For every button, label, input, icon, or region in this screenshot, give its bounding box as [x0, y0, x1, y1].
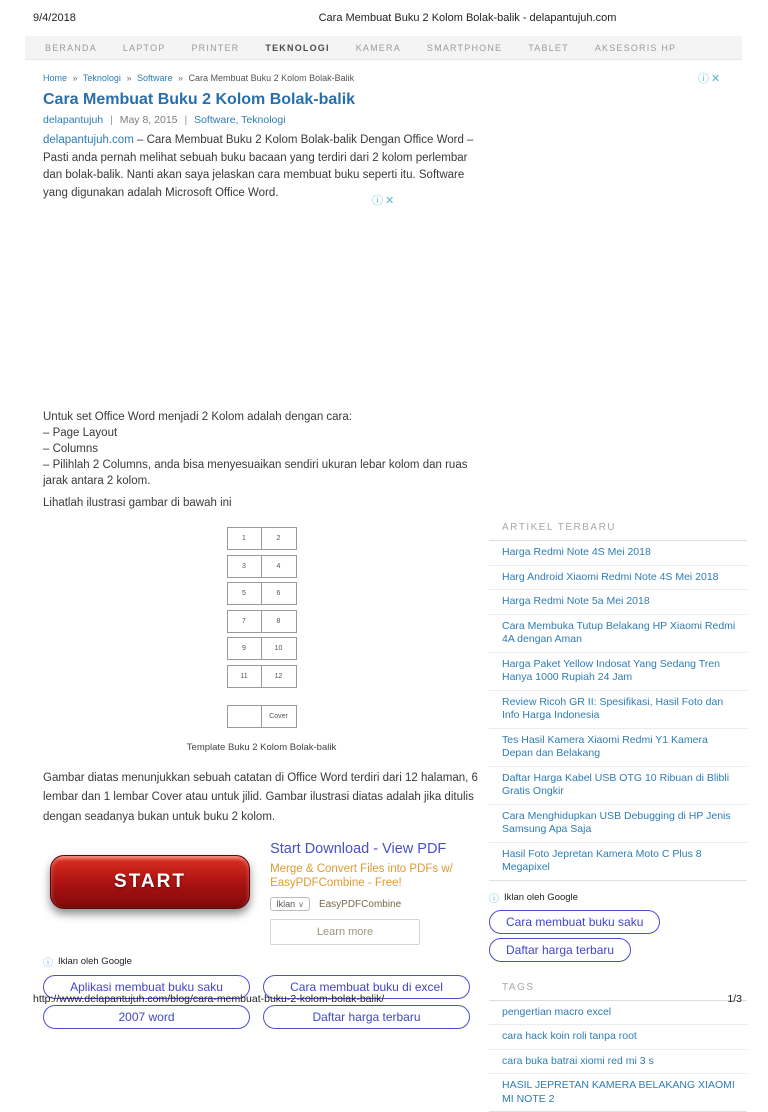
recent-article-link[interactable]: Harga Redmi Note 5a Mei 2018: [489, 590, 747, 614]
site-navbar: [25, 36, 742, 60]
step-item: – Page Layout: [43, 425, 480, 441]
ad-close-icon[interactable]: ✕: [711, 73, 722, 85]
advertiser-name: EasyPDFCombine: [319, 899, 401, 910]
nav-item-laptop[interactable]: LAPTOP: [123, 43, 166, 53]
after-figure-paragraph: Gambar diatas menunjukkan sebuah catatan di Office Word terdiri dari 12 halaman, 6 lembar dan 1 lembar Cover atau untuk jilid. Gambar ilustrasi diatas adalah jika ditulis dengan seadanya bukan untuk buku 2 kolom.: [43, 769, 480, 828]
print-footer: [33, 993, 742, 1005]
print-page-number: 1/3: [682, 993, 742, 1005]
sidebar-pill-daftar-harga[interactable]: Daftar harga terbaru: [489, 938, 631, 962]
ad-attribution-text: Iklan oleh Google: [504, 892, 578, 903]
breadcrumb-home[interactable]: Home: [43, 73, 67, 83]
list-item: [489, 1050, 747, 1075]
sidebar: [489, 518, 747, 1112]
tag-link[interactable]: HASIL JEPRETAN KAMERA BELAKANG XIAOMI MI NOTE 2: [489, 1074, 747, 1111]
iklan-badge-label: Iklan: [276, 899, 295, 909]
chevron-down-icon: ∨: [298, 900, 304, 909]
recent-article-link[interactable]: Cara Menghidupkan USB Debugging di HP Jenis Samsung Apa Saja: [489, 805, 747, 842]
nav-item-aksesoris-hp[interactable]: AKSESORIS HP: [595, 43, 676, 53]
learn-more-button[interactable]: Learn more: [270, 919, 420, 945]
iklan-dropdown-badge[interactable]: [270, 897, 310, 911]
sidebar-ad-attribution: [489, 890, 747, 905]
sheet-row: [227, 610, 297, 633]
sheet-row: [227, 665, 297, 688]
print-header: [33, 12, 742, 24]
adchoices-info-icon[interactable]: ⓘ: [372, 195, 385, 207]
list-item: [489, 1025, 747, 1050]
tags-header: TAGS: [489, 978, 747, 1001]
start-button[interactable]: [50, 855, 250, 909]
recent-article-link[interactable]: Harg Android Xiaomi Redmi Note 4S Mei 2018: [489, 566, 747, 590]
ad-description-line1: Merge & Convert Files into PDFs w/: [270, 863, 453, 875]
page-cell: 8: [262, 610, 297, 633]
related-pill-aplikasi-buku-saku[interactable]: Aplikasi membuat buku saku: [43, 975, 250, 999]
ad-text-block: [270, 841, 480, 945]
tags-list: [489, 1001, 747, 1112]
author-link[interactable]: delapantujuh: [43, 114, 103, 126]
ad-headline-link[interactable]: Start Download - View PDF: [270, 841, 480, 857]
breadcrumb-software[interactable]: Software: [137, 73, 173, 83]
site-link[interactable]: delapantujuh.com: [43, 134, 134, 146]
page-cell: 11: [227, 665, 262, 688]
sheet-row: [227, 555, 297, 578]
page-title: Cara Membuat Buku 2 Kolom Bolak-balik: [43, 91, 480, 109]
tag-link[interactable]: cara buka batrai xiomi red mi 3 s: [489, 1050, 747, 1074]
related-pill-2007-word[interactable]: 2007 word: [43, 1005, 250, 1029]
recent-article-link[interactable]: Hasil Foto Jepretan Kamera Moto C Plus 8 Megapixel: [489, 843, 747, 880]
list-item: [489, 843, 747, 881]
recent-article-link[interactable]: Cara Membuka Tutup Belakang HP Xiaomi Redmi 4A dengan Aman: [489, 615, 747, 652]
ad-close-icon[interactable]: ✕: [385, 195, 396, 207]
related-pill-daftar-harga[interactable]: Daftar harga terbaru: [263, 1005, 470, 1029]
step-item: – Pilihlah 2 Columns, anda bisa menyesuaikan sendiri ukuran lebar kolom dan ruas jarak antara 2 kolom.: [43, 457, 480, 489]
ad-description: [270, 862, 480, 890]
blank-cell: [227, 705, 262, 728]
ad-slot-top: [698, 70, 722, 86]
category-links[interactable]: Software, Teknologi: [194, 114, 285, 126]
ad-start-image[interactable]: [50, 841, 255, 921]
recent-articles-header: ARTIKEL TERBARU: [489, 518, 747, 541]
related-pill-buku-excel[interactable]: Cara membuat buku di excel: [263, 975, 470, 999]
list-item: [489, 590, 747, 615]
recent-article-link[interactable]: Tes Hasil Kamera Xiaomi Redmi Y1 Kamera Depan dan Belakang: [489, 729, 747, 766]
page-cell: 12: [262, 665, 297, 688]
recent-articles-list: [489, 541, 747, 881]
tag-link[interactable]: pengertian macro excel: [489, 1001, 747, 1025]
publish-date: May 8, 2015: [120, 114, 178, 126]
breadcrumb-current: Cara Membuat Buku 2 Kolom Bolak-Balik: [189, 73, 355, 83]
nav-item-teknologi[interactable]: TEKNOLOGI: [265, 43, 329, 53]
list-item: [489, 767, 747, 805]
list-item: [489, 653, 747, 691]
figure-caption: Template Buku 2 Kolom Bolak-balik: [43, 742, 480, 753]
page-cell: 5: [227, 582, 262, 605]
sheet-row: [227, 637, 297, 660]
page-cell: 10: [262, 637, 297, 660]
ad-attribution: [43, 954, 480, 969]
sheet-row: [227, 527, 297, 550]
steps-intro: Untuk set Office Word menjadi 2 Kolom adalah dengan cara:: [43, 409, 480, 425]
see-below-text: Lihatlah ilustrasi gambar di bawah ini: [43, 497, 480, 509]
page-cell: 7: [227, 610, 262, 633]
nav-item-printer[interactable]: PRINTER: [191, 43, 239, 53]
list-item: [489, 729, 747, 767]
breadcrumb-teknologi[interactable]: Teknologi: [83, 73, 121, 83]
nav-item-kamera[interactable]: KAMERA: [356, 43, 401, 53]
collapsed-ad-space: [43, 202, 480, 409]
meta-separator: |: [110, 114, 113, 126]
adchoices-info-icon[interactable]: ⓘ: [43, 954, 53, 969]
list-item: [489, 1074, 747, 1112]
sheet-row: [227, 582, 297, 605]
breadcrumb-separator: »: [73, 73, 78, 83]
ad-description-line2: EasyPDFCombine - Free!: [270, 877, 402, 889]
recent-article-link[interactable]: Daftar Harga Kabel USB OTG 10 Ribuan di Blibli Gratis Ongkir: [489, 767, 747, 804]
page-cell: 3: [227, 555, 262, 578]
recent-article-link[interactable]: Harga Redmi Note 4S Mei 2018: [489, 541, 747, 565]
print-url: http://www.delapantujuh.com/blog/cara-membuat-buku-2-kolom-bolak-balik/: [33, 993, 682, 1005]
page-cell: 1: [227, 527, 262, 550]
list-item: [489, 805, 747, 843]
recent-article-link[interactable]: Review Ricoh GR II: Spesifikasi, Hasil Foto dan Info Harga Indonesia: [489, 691, 747, 728]
sidebar-ad-pills: [489, 910, 747, 962]
steps-block: [43, 409, 480, 489]
ad-badge-row: [270, 897, 480, 911]
page-cell: 2: [262, 527, 297, 550]
page-cell: 6: [262, 582, 297, 605]
nav-item-tablet[interactable]: TABLET: [528, 43, 569, 53]
article-meta: [43, 114, 480, 126]
page-cell: 4: [262, 555, 297, 578]
nav-item-smartphone[interactable]: SMARTPHONE: [427, 43, 502, 53]
book-template-figure: [43, 527, 480, 733]
breadcrumb-separator: »: [126, 73, 131, 83]
sidebar-pill-buku-saku[interactable]: Cara membuat buku saku: [489, 910, 660, 934]
article-column: [43, 70, 480, 1029]
intro-paragraph: [43, 132, 480, 202]
list-item: [489, 541, 747, 566]
list-item: [489, 691, 747, 729]
nav-item-beranda[interactable]: BERANDA: [45, 43, 97, 53]
meta-separator: |: [184, 114, 187, 126]
intro-text: – Cara Membuat Buku 2 Kolom Bolak-balik Dengan Office Word – Pasti anda pernah melihat sebuah buku bacaan yang terdiri dari 2 kolom perlembar dan bolak-balik. Nanti akan saya jelaskan cara membuat buku seperti itu. Software yang digunakan adalah Microsoft Office Word.: [43, 134, 473, 199]
cover-row: [227, 705, 297, 728]
ad-attribution-text: Iklan oleh Google: [58, 956, 132, 967]
list-item: [489, 566, 747, 591]
page-cell: 9: [227, 637, 262, 660]
adchoices-info-icon[interactable]: ⓘ: [489, 890, 499, 905]
adchoices-info-icon[interactable]: ⓘ: [698, 73, 711, 85]
cover-cell: Cover: [262, 705, 297, 728]
print-doc-title: Cara Membuat Buku 2 Kolom Bolak-balik - delapantujuh.com: [193, 12, 742, 24]
start-button-label: START: [114, 871, 186, 893]
google-ad-unit: [43, 841, 480, 945]
tag-link[interactable]: cara hack koin roli tanpa root: [489, 1025, 747, 1049]
list-item: [489, 615, 747, 653]
breadcrumb-separator: »: [178, 73, 183, 83]
step-item: – Columns: [43, 441, 480, 457]
print-date: 9/4/2018: [33, 12, 193, 24]
recent-article-link[interactable]: Harga Paket Yellow Indosat Yang Sedang Tren Hanya 1000 Rupiah 24 Jam: [489, 653, 747, 690]
breadcrumb: [43, 73, 480, 83]
